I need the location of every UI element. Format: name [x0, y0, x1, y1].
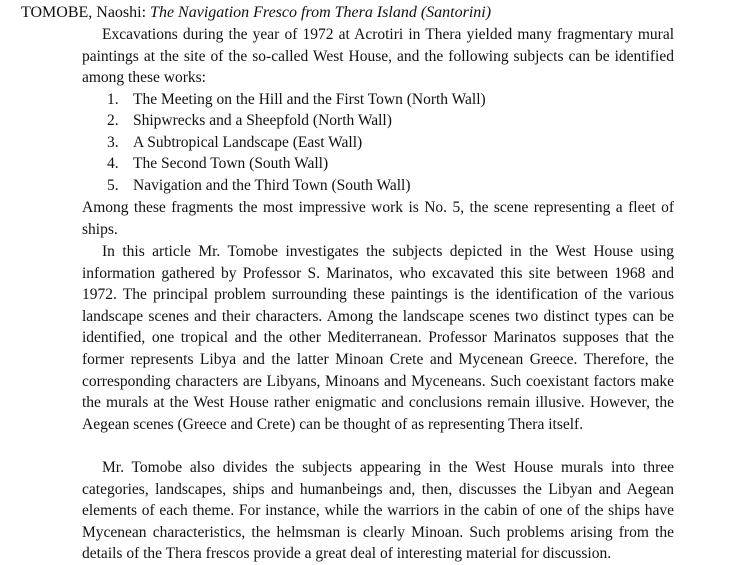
investigation-paragraph: [82, 241, 674, 435]
list-item: [107, 175, 486, 196]
list-item: [107, 153, 486, 174]
impressive-work-paragraph: Among these fragments the most impressive work is No. 5, the scene representing a fleet of ships.: [82, 199, 674, 238]
article-title: The Navigation Fresco from Thera Island (Santorini): [150, 4, 492, 21]
author-name: TOMOBE, Naoshi: [21, 4, 142, 21]
list-item-text: The Second Town (South Wall): [133, 155, 329, 173]
subject-list: [107, 89, 486, 196]
investigation-text: In this article Mr. Tomobe investigates the subjects depicted in the West House using information gathered by Professor S. Marinatos, who excavated this site between 1968 and 1972. The principal problem surrounding these paintings is the identification of the various landscape scenes and their characters. Among the landscape scenes two distinct types can be identified, one tropical and the other Mediterranean. Professor Marinatos supposes that the former represents Libya and the latter Minoan Crete and Mycenean Greece. Therefore, the corresponding characters are Libyans, Minoans and Myceneans. Such coexistant factors make the murals at the West House rather enigmatic and conclusions remain illusive. However, the Aegean scenes (Greece and Crete) can be thought of as representing Thera itself.: [82, 243, 674, 433]
heading-separator: :: [141, 4, 151, 21]
list-item-text: Shipwrecks and a Sheepfold (North Wall): [133, 112, 392, 130]
list-item-number: 5.: [107, 176, 119, 194]
list-item-number: 1.: [107, 91, 119, 108]
categories-paragraph: [82, 457, 674, 565]
list-item-number: 4.: [107, 155, 119, 173]
list-item-number: 3.: [107, 133, 119, 151]
list-item: [107, 110, 486, 131]
intro-text: Excavations during the year of 1972 at Acrotiri in Thera yielded many fragmentary mural paintings at the site of the so-called West House, and the following subjects can be identified among these works:: [82, 26, 674, 87]
list-item-text: A Subtropical Landscape (East Wall): [133, 133, 363, 151]
list-item-text: Navigation and the Third Town (South Wall): [133, 176, 411, 194]
list-item: [107, 89, 486, 110]
list-item-number: 2.: [107, 112, 119, 130]
list-item-text: The Meeting on the Hill and the First Town (North Wall): [133, 91, 486, 108]
categories-text: Mr. Tomobe also divides the subjects appearing in the West House murals into three categories, landscapes, ships and humanbeings and, then, discusses the Libyan and Aegean elements of each theme. For instance, while the warriors in the cabin of one of the ships have Mycenean characteristics, the helmsman is clearly Minoan. Such problems arising from the details of the Thera frescos provide a great deal of interesting material for discussion.: [82, 459, 674, 563]
intro-paragraph: [82, 24, 674, 89]
list-item: [107, 132, 486, 153]
article-heading: [21, 2, 491, 24]
